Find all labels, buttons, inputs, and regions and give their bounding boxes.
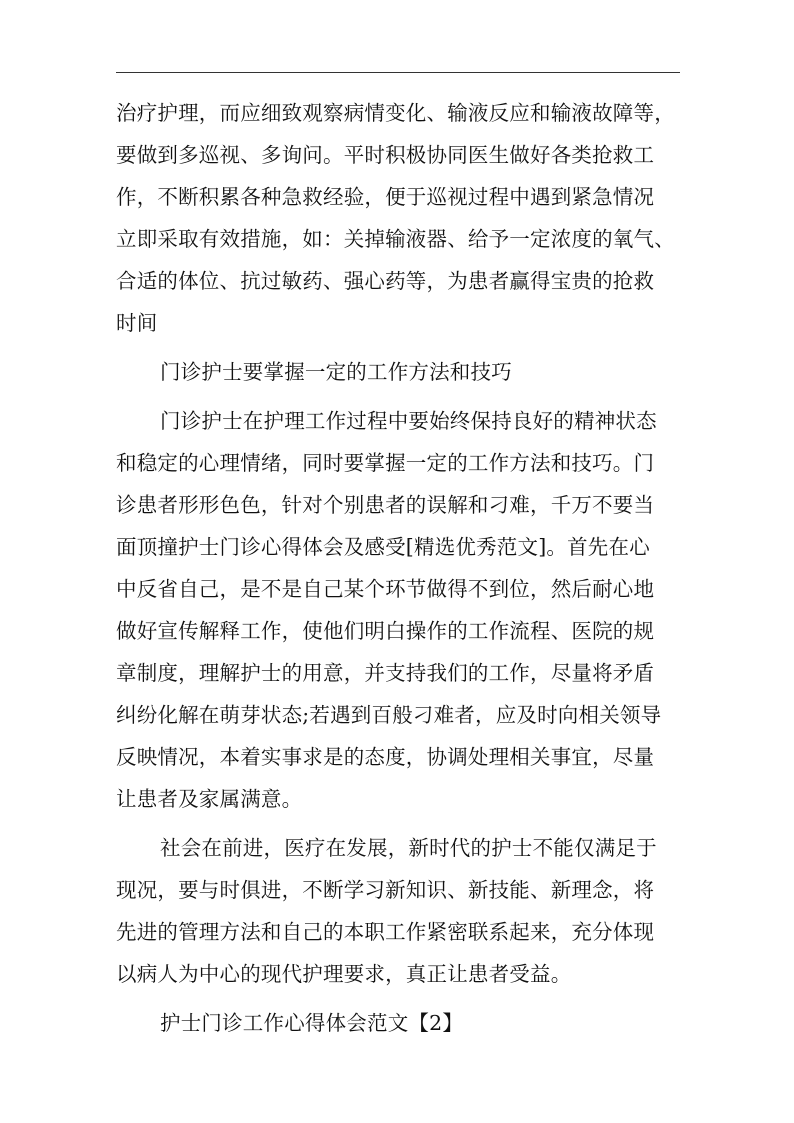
text-line: 要做到多巡视、多询问。平时积极协同医生做好各类抢救工 xyxy=(116,143,655,167)
text-line: 中反省自己，是不是自己某个环节做得不到位，然后耐心地 xyxy=(116,577,655,601)
text-line: 先进的管理方法和自己的本职工作紧密联系起来，充分体现 xyxy=(116,920,655,944)
text-line: 立即采取有效措施，如：关掉输液器、给予一定浓度的氧气、 xyxy=(116,227,675,251)
text-line: 现况，要与时俱进，不断学习新知识、新技能、新理念，将 xyxy=(116,878,655,902)
header-rule xyxy=(116,72,680,73)
text-line: 和稳定的心理情绪，同时要掌握一定的工作方法和技巧。门 xyxy=(116,451,655,475)
section-heading: 护士门诊工作心得体会范文【2】 xyxy=(160,1011,464,1035)
document-body xyxy=(116,92,684,1044)
text-line: 门诊护士在护理工作过程中要始终保持良好的精神状态 xyxy=(160,409,657,433)
text-line: 时间 xyxy=(116,311,158,335)
text-line: 合适的体位、抗过敏药、强心药等，为患者赢得宝贵的抢救 xyxy=(116,269,655,293)
text-line: 做好宣传解释工作，使他们明白操作的工作流程、医院的规 xyxy=(116,619,655,643)
section-heading: 门诊护士要掌握一定的工作方法和技巧 xyxy=(160,360,512,384)
text-line: 反映情况，本着实事求是的态度，协调处理相关事宜，尽量 xyxy=(116,745,655,769)
text-line: 纠纷化解在萌芽状态;若遇到百般刁难者，应及时向相关领导 xyxy=(116,703,662,727)
text-line: 作，不断积累各种急救经验，便于巡视过程中遇到紧急情况 xyxy=(116,185,655,209)
text-line: 治疗护理，而应细致观察病情变化、输液反应和输液故障等， xyxy=(116,101,675,125)
text-line: 章制度，理解护士的用意，并支持我们的工作，尽量将矛盾 xyxy=(116,661,655,685)
text-line: 让患者及家属满意。 xyxy=(116,787,303,811)
text-line: 诊患者形形色色，针对个别患者的误解和刁难，千万不要当 xyxy=(116,493,655,517)
text-line: 面顶撞护士门诊心得体会及感受[精选优秀范文]。首先在心 xyxy=(116,535,650,559)
text-line: 社会在前进，医疗在发展，新时代的护士不能仅满足于 xyxy=(160,836,657,860)
text-line: 以病人为中心的现代护理要求，真正让患者受益。 xyxy=(116,962,572,986)
